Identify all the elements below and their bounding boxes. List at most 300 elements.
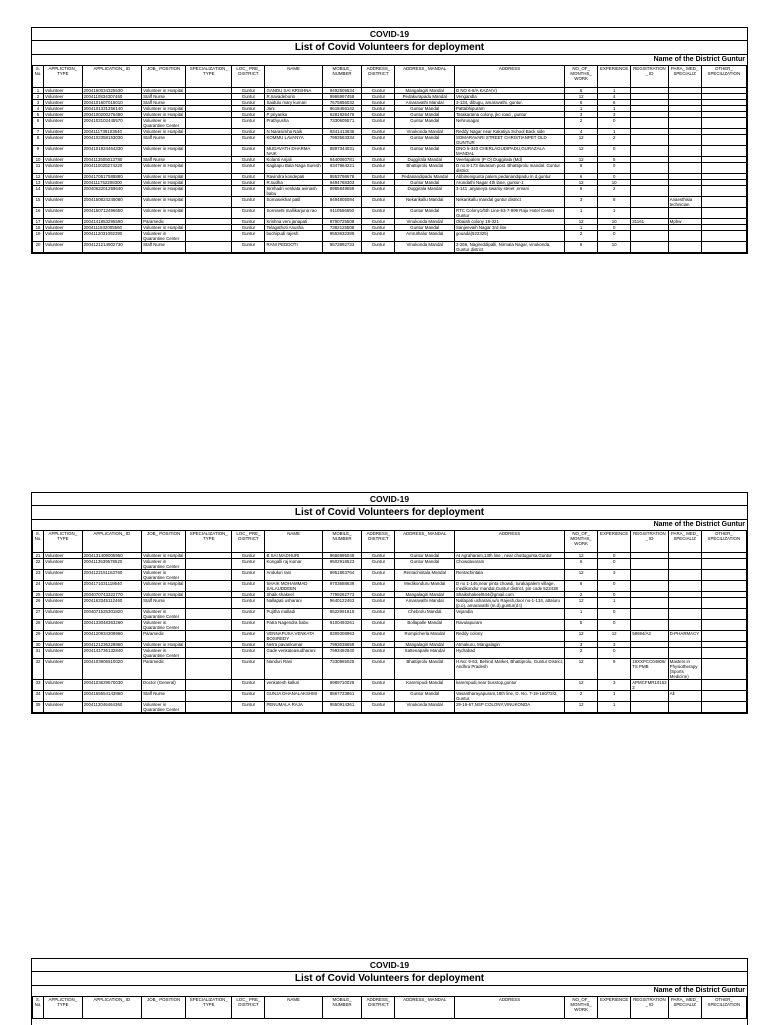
- cell-job-position: Volunteer in Hospital: [142, 146, 186, 157]
- cell-para-med-specialization: [668, 680, 701, 691]
- cell-sno: 33: [33, 680, 44, 691]
- cell-address: Tarakarama colony, jkc road , guntur: [454, 112, 564, 118]
- cell-application-type: Volunteer: [44, 659, 83, 680]
- cell-specialization-type: [186, 559, 232, 570]
- column-header-application-type: APPLICTION_ TYPE: [44, 66, 83, 88]
- column-header-address-district: ADDRESS_ DISTRICT: [362, 997, 395, 1019]
- cell-address-district: Guntur: [362, 231, 395, 242]
- cell-experience: 2: [598, 186, 631, 197]
- cell-address-district: Guntur: [362, 559, 395, 570]
- cell-specialization-type: [186, 186, 232, 197]
- cell-address-mandal: Mangalagiri Mandal: [395, 592, 455, 598]
- cell-para-med-specialization: [668, 559, 701, 570]
- cell-application-id: 2004103629570030: [82, 680, 142, 691]
- cell-mobile-number: 7330605571: [322, 118, 362, 129]
- cell-months-work: 12: [565, 180, 598, 186]
- cell-experience: 0: [598, 559, 631, 570]
- volunteer-table: [32, 996, 747, 1019]
- cell-registration-id: 31161: [631, 219, 668, 225]
- cell-specialization-type: [186, 118, 232, 129]
- cell-experience: 10: [598, 219, 631, 225]
- cell-registration-id: 58694/A2: [631, 631, 668, 642]
- cell-application-type: Volunteer: [44, 106, 83, 112]
- cell-mobile-number: 9502918523: [322, 559, 362, 570]
- cell-application-type: Volunteer: [44, 94, 83, 100]
- cell-job-position: Volunteer in Hospital: [142, 112, 186, 118]
- cell-experience: 4: [598, 94, 631, 100]
- cell-para-med-specialization: [668, 702, 701, 713]
- cell-registration-id: [631, 598, 668, 609]
- cell-address-district: Guntur: [362, 225, 395, 231]
- cell-loc-pre-district: Guntur: [232, 225, 265, 231]
- cell-sno: 22: [33, 559, 44, 570]
- cell-registration-id: [631, 691, 668, 702]
- column-header-para-med-specialization: PARA_ MED_ SPECIALIZ: [668, 531, 701, 553]
- cell-mobile-number: 9553798678: [322, 174, 362, 180]
- cell-registration-id: [631, 570, 668, 581]
- cell-address-mandal: Guntur Mandal: [395, 180, 455, 186]
- cell-address-mandal: Chebrolu Mandal: [395, 609, 455, 620]
- cell-other-specialization: [701, 581, 746, 592]
- cell-address: Vejandla: [454, 609, 564, 620]
- sheet-3: [31, 958, 748, 1025]
- cell-mobile-number: 6281926476: [322, 112, 362, 118]
- cell-address-district: Guntur: [362, 609, 395, 620]
- table-row: [33, 581, 747, 592]
- cell-name: Prathyusha: [265, 118, 322, 129]
- cell-address-mandal: Guntur Mandal: [395, 146, 455, 157]
- cell-job-position: Volunteer in Hospital: [142, 553, 186, 559]
- cell-other-specialization: [701, 620, 746, 631]
- cell-experience: 3: [598, 570, 631, 581]
- cell-para-med-specialization: [668, 118, 701, 129]
- cell-mobile-number: 9618456142: [322, 106, 362, 112]
- column-header-other-specialization: OTHER_ SPECILIZATION: [701, 997, 746, 1019]
- cell-address-district: Guntur: [362, 157, 395, 163]
- column-header-job-position: JOB_ POSITION: [142, 66, 186, 88]
- cell-months-work: 1: [565, 106, 598, 112]
- cell-application-type: Volunteer: [44, 592, 83, 598]
- cell-sno: 23: [33, 570, 44, 581]
- cell-application-type: Volunteer: [44, 691, 83, 702]
- cell-application-id: 2004070743322770: [82, 592, 142, 598]
- cell-mobile-number: 9989710026: [322, 680, 362, 691]
- table-row: [33, 208, 747, 219]
- table-row: [33, 197, 747, 208]
- cell-application-type: Volunteer: [44, 598, 83, 609]
- cell-sno: 15: [33, 197, 44, 208]
- cell-experience: 0: [598, 146, 631, 157]
- column-header-loc-pre-district: LOC_ PRE_ DISTRICT: [232, 531, 265, 553]
- table-row: [33, 702, 747, 713]
- cell-job-position: Volunteer in Quarantine Center: [142, 231, 186, 242]
- column-header-months-work: NO_OF_ MONTHS_ WORK: [565, 997, 598, 1019]
- cell-address-district: Guntur: [362, 598, 395, 609]
- cell-mobile-number: 9640122463: [322, 598, 362, 609]
- cell-application-id: 2004103906510020: [82, 659, 142, 680]
- table-row: [33, 648, 747, 659]
- cell-address-district: Guntur: [362, 146, 395, 157]
- cell-application-type: Volunteer: [44, 242, 83, 253]
- cell-application-id: 2004113505013780: [82, 157, 142, 163]
- cell-para-med-specialization: [668, 163, 701, 174]
- table-row: [33, 570, 747, 581]
- cell-address-mandal: Vinukonda Mandal: [395, 242, 455, 253]
- cell-experience: 0: [598, 592, 631, 598]
- cell-address-district: Guntur: [362, 174, 395, 180]
- cell-months-work: 12: [565, 631, 598, 642]
- sheet-1: [31, 27, 748, 254]
- cell-experience: 3: [598, 680, 631, 691]
- cell-months-work: 2: [565, 231, 598, 242]
- cell-months-work: 1: [565, 609, 598, 620]
- cell-name: Patra Nagendra babu: [265, 620, 322, 631]
- cell-experience: 2: [598, 135, 631, 146]
- cell-application-type: Volunteer: [44, 225, 83, 231]
- volunteer-table: [32, 65, 747, 253]
- table-row: [33, 631, 747, 642]
- cell-job-position: Paramedic: [142, 219, 186, 225]
- cell-job-position: Staff Nurse: [142, 242, 186, 253]
- cell-mobile-number: 9985849659: [322, 186, 362, 197]
- cell-application-type: Volunteer: [44, 642, 83, 648]
- column-header-address-mandal: ADDRESS_ MANDAL: [395, 66, 455, 88]
- cell-name: Kongalli raj kumar: [265, 559, 322, 570]
- table-row: [33, 231, 747, 242]
- cell-address: Chowdavaram: [454, 559, 564, 570]
- column-header-other-specialization: OTHER_ SPECILIZATION: [701, 66, 746, 88]
- cell-name: Jani: [265, 106, 322, 112]
- column-header-address: ADDRESS: [454, 66, 564, 88]
- cell-sno: 12: [33, 174, 44, 180]
- column-header-job-position: JOB_ POSITION: [142, 531, 186, 553]
- cell-sno: 30: [33, 642, 44, 648]
- cell-address-district: Guntur: [362, 570, 395, 581]
- cell-address-mandal: Sattenapalle Mandal: [395, 648, 455, 659]
- cell-address-mandal: Guntur Mandal: [395, 135, 455, 146]
- cell-application-id: 2004111532005560: [82, 225, 142, 231]
- cell-mobile-number: 8897344031: [322, 146, 362, 157]
- cell-months-work: 12: [565, 94, 598, 100]
- cell-address-district: Guntur: [362, 112, 395, 118]
- cell-application-id: 2004150824245080: [82, 197, 142, 208]
- cell-sno: 28: [33, 620, 44, 631]
- column-header-address-district: ADDRESS_ DISTRICT: [362, 531, 395, 553]
- cell-mobile-number: 9492505534: [322, 88, 362, 94]
- sheet-subtitle: List of Covid Volunteers for deployment: [32, 972, 747, 986]
- cell-loc-pre-district: Guntur: [232, 231, 265, 242]
- cell-job-position: Volunteer in Hospital: [142, 88, 186, 94]
- cell-loc-pre-district: Guntur: [232, 146, 265, 157]
- column-header-loc-pre-district: LOC_ PRE_ DISTRICT: [232, 997, 265, 1019]
- cell-loc-pre-district: Guntur: [232, 157, 265, 163]
- column-header-application-type: APPLICTION_ TYPE: [44, 997, 83, 1019]
- cell-address: Abbinenigunta palem,pedanandipadu m d,guntur: [454, 174, 564, 180]
- cell-other-specialization: [701, 659, 746, 680]
- cell-mobile-number: 9553632389: [322, 231, 362, 242]
- cell-sno: 24: [33, 581, 44, 592]
- cell-application-id: 2004102358153030: [82, 135, 142, 146]
- cell-experience: 6: [598, 100, 631, 106]
- cell-experience: 1: [598, 106, 631, 112]
- cell-address-mandal: Guntur Mandal: [395, 106, 455, 112]
- cell-mobile-number: 9966997458: [322, 94, 362, 100]
- cell-mobile-number: 9494805084: [322, 197, 362, 208]
- cell-experience: 1: [598, 702, 631, 713]
- cell-address-district: Guntur: [362, 553, 395, 559]
- cell-months-work: 12: [565, 219, 598, 225]
- cell-application-type: Volunteer: [44, 88, 83, 94]
- cell-name: Ravindra kondepati: [265, 174, 322, 180]
- cell-address-district: Guntur: [362, 197, 395, 208]
- cell-name: SHAIK MOHAMMAD SALAUDDEEN: [265, 581, 322, 592]
- cell-specialization-type: [186, 598, 232, 609]
- cell-mobile-number: 9110556650: [322, 208, 362, 219]
- cell-sno: 3: [33, 100, 44, 106]
- cell-loc-pre-district: Guntur: [232, 180, 265, 186]
- cell-para-med-specialization: Masters in Physiotherapy (Sports Medicine): [668, 659, 701, 680]
- cell-application-type: Volunteer: [44, 129, 83, 135]
- cell-address: Shaikshakeel944@gmail.com: [454, 592, 564, 598]
- cell-other-specialization: [701, 208, 746, 219]
- cell-address-mandal: Rentachintala Mandal: [395, 570, 455, 581]
- cell-registration-id: [631, 702, 668, 713]
- cell-experience: 0: [598, 163, 631, 174]
- cell-job-position: Paramedic: [142, 659, 186, 680]
- cell-job-position: Volunteer in Quarantine Center: [142, 609, 186, 620]
- cell-name: Nanduri Rani: [265, 659, 322, 680]
- cell-address: Pattabhipuram: [454, 106, 564, 112]
- cell-specialization-type: [186, 680, 232, 691]
- cell-para-med-specialization: [668, 186, 701, 197]
- cell-job-position: Volunteer in Hospital: [142, 129, 186, 135]
- cell-experience: 3: [598, 642, 631, 648]
- cell-name: Shaik shakeel: [265, 592, 322, 598]
- cell-application-id: 2004165554143860: [82, 691, 142, 702]
- cell-para-med-specialization: [668, 208, 701, 219]
- cell-address-mandal: Mangalagiri Mandal: [395, 642, 455, 648]
- cell-address: At Agraharam,13th line , near chuttugunta,Guntur: [454, 553, 564, 559]
- cell-experience: 1: [598, 598, 631, 609]
- cell-sno: 29: [33, 631, 44, 642]
- table-row: [33, 118, 747, 129]
- cell-job-position: Volunteer in Hospital: [142, 163, 186, 174]
- cell-application-type: Volunteer: [44, 553, 83, 559]
- cell-name: N Narasimha Naik: [265, 129, 322, 135]
- cell-other-specialization: [701, 648, 746, 659]
- sheet-subtitle: List of Covid Volunteers for deployment: [32, 41, 747, 55]
- cell-loc-pre-district: Guntur: [232, 208, 265, 219]
- cell-address: D NO 6-8/A KAZA(V): [454, 88, 564, 94]
- cell-job-position: Volunteer in Hospital: [142, 642, 186, 648]
- cell-application-id: 2004133048363260: [82, 620, 142, 631]
- cell-mobile-number: 7330965025: [322, 659, 362, 680]
- cell-address-mandal: Bhattiprolu Mandal: [395, 163, 455, 174]
- cell-application-id: 2004113046464360: [82, 702, 142, 713]
- cell-para-med-specialization: D-PHARMACY: [668, 631, 701, 642]
- cell-name: Nallapati usharani: [265, 598, 322, 609]
- cell-application-id: 2004110834307460: [82, 94, 142, 100]
- cell-address-district: Guntur: [362, 100, 395, 106]
- cell-address-district: Guntur: [362, 118, 395, 129]
- cell-loc-pre-district: Guntur: [232, 680, 265, 691]
- table-row: [33, 659, 747, 680]
- cell-registration-id: [631, 163, 668, 174]
- cell-sno: 31: [33, 648, 44, 659]
- cell-mobile-number: 8309308963: [322, 631, 362, 642]
- cell-application-id: 2004101924464330: [82, 146, 142, 157]
- cell-application-id: 2004160034325530: [82, 88, 142, 94]
- cell-registration-id: [631, 146, 668, 157]
- column-header-job-position: JOB_ POSITION: [142, 997, 186, 1019]
- cell-address: Nekarikallu mandal guntur district: [454, 197, 564, 208]
- cell-sno: 6: [33, 118, 44, 129]
- header-row: [33, 531, 747, 553]
- cell-loc-pre-district: Guntur: [232, 581, 265, 592]
- column-header-specialization-type: SPECIALIZATION_ TYPE: [186, 531, 232, 553]
- cell-address: Atmakuru, Mangalagiri: [454, 642, 564, 648]
- cell-address-district: Guntur: [362, 180, 395, 186]
- cell-loc-pre-district: Guntur: [232, 94, 265, 100]
- cell-name: B SAI MADHURI: [265, 553, 322, 559]
- cell-other-specialization: [701, 631, 746, 642]
- table-row: [33, 598, 747, 609]
- cell-address-mandal: Amaravathi Mandal: [395, 598, 455, 609]
- sheet-title: COVID-19: [32, 28, 747, 41]
- cell-experience: 1: [598, 129, 631, 135]
- cell-months-work: 1: [565, 208, 598, 219]
- cell-job-position: Volunteer in Hospital: [142, 174, 186, 180]
- cell-months-work: 4: [565, 129, 598, 135]
- cell-other-specialization: [701, 691, 746, 702]
- cell-job-position: Volunteer in Quarantine Center: [142, 118, 186, 129]
- cell-para-med-specialization: [668, 609, 701, 620]
- table-row: [33, 691, 747, 702]
- cell-job-position: Volunteer in Hospital: [142, 186, 186, 197]
- cell-application-type: Volunteer: [44, 186, 83, 197]
- cell-address-district: Guntur: [362, 208, 395, 219]
- cell-address-district: Guntur: [362, 631, 395, 642]
- cell-application-id: 2004062201259640: [82, 186, 142, 197]
- cell-job-position: Staff Nurse: [142, 135, 186, 146]
- cell-loc-pre-district: Guntur: [232, 100, 265, 106]
- cell-job-position: Volunteer in Quarantine Center: [142, 702, 186, 713]
- cell-address-district: Guntur: [362, 186, 395, 197]
- cell-name: P priyanka: [265, 112, 322, 118]
- cell-registration-id: [631, 231, 668, 242]
- cell-loc-pre-district: Guntur: [232, 609, 265, 620]
- cell-address: D no 1-146,near pinta chowdi, turakapalem village, medikondur mandal,Guntur district, pin code 522438: [454, 581, 564, 592]
- cell-para-med-specialization: All: [668, 691, 701, 702]
- cell-application-type: Volunteer: [44, 570, 83, 581]
- cell-address-district: Guntur: [362, 620, 395, 631]
- column-header-para-med-specialization: PARA_ MED_ SPECIALIZ: [668, 66, 701, 88]
- cell-other-specialization: [701, 598, 746, 609]
- cell-name: GUNJA DHANALAKSHMI: [265, 691, 322, 702]
- cell-experience: 3: [598, 112, 631, 118]
- cell-sno: 8: [33, 135, 44, 146]
- cell-experience: 0: [598, 553, 631, 559]
- cell-months-work: 12: [565, 157, 598, 163]
- cell-para-med-specialization: [668, 648, 701, 659]
- cell-para-med-specialization: [668, 581, 701, 592]
- cell-application-type: Volunteer: [44, 631, 83, 642]
- cell-job-position: Volunteer in Quarantine Center: [142, 570, 186, 581]
- cell-other-specialization: [701, 702, 746, 713]
- cell-sno: 35: [33, 702, 44, 713]
- cell-application-type: Volunteer: [44, 609, 83, 620]
- column-header-name: NAME: [265, 531, 322, 553]
- cell-loc-pre-district: Guntur: [232, 112, 265, 118]
- cell-months-work: 6: [565, 242, 598, 253]
- cell-specialization-type: [186, 659, 232, 680]
- cell-sno: 2: [33, 94, 44, 100]
- cell-other-specialization: [701, 242, 746, 253]
- cell-sno: 25: [33, 592, 44, 598]
- cell-address-mandal: Guntur Mandal: [395, 112, 455, 118]
- cell-para-med-specialization: [668, 135, 701, 146]
- cell-experience: 0: [598, 118, 631, 129]
- column-header-address: ADDRESS: [454, 997, 564, 1019]
- cell-name: Somasekhar patil: [265, 197, 322, 208]
- cell-months-work: 3: [565, 112, 598, 118]
- cell-address-mandal: Guntur Mandal: [395, 208, 455, 219]
- cell-loc-pre-district: Guntur: [232, 135, 265, 146]
- cell-job-position: Volunteer in Hospital: [142, 581, 186, 592]
- cell-months-work: 12: [565, 659, 598, 680]
- cell-sno: 9: [33, 146, 44, 157]
- cell-name: Pujitha malladi: [265, 609, 322, 620]
- cell-registration-id: [631, 197, 668, 208]
- cell-name: Telagathoti Anusha: [265, 225, 322, 231]
- cell-application-id: 2004101607016010: [82, 100, 142, 106]
- cell-job-position: Doctor (General): [142, 680, 186, 691]
- cell-months-work: 6: [565, 88, 598, 94]
- cell-months-work: 2: [565, 118, 598, 129]
- cell-application-type: Volunteer: [44, 163, 83, 174]
- cell-experience: 0: [598, 581, 631, 592]
- cell-address-mandal: Nekarikallu Mandal: [395, 197, 455, 208]
- cell-application-id: 2004110025274220: [82, 163, 142, 174]
- cell-loc-pre-district: Guntur: [232, 659, 265, 680]
- cell-address: Nehrunagar: [454, 118, 564, 129]
- cell-application-type: Volunteer: [44, 146, 83, 157]
- cell-months-work: 2: [565, 691, 598, 702]
- column-header-mobile-number: MOBILE_ NUMBER: [322, 997, 362, 1019]
- cell-application-id: 2004131409005950: [82, 553, 142, 559]
- cell-application-type: Volunteer: [44, 702, 83, 713]
- cell-address: Obaiah colony 19-321: [454, 219, 564, 225]
- cell-application-type: Volunteer: [44, 157, 83, 163]
- cell-para-med-specialization: Mphw: [668, 219, 701, 225]
- cell-loc-pre-district: Guntur: [232, 702, 265, 713]
- column-header-address-mandal: ADDRESS_ MANDAL: [395, 531, 455, 553]
- column-header-other-specialization: OTHER_ SPECILIZATION: [701, 531, 746, 553]
- cell-experience: 5: [598, 157, 631, 163]
- cell-registration-id: APMCFMR101532: [632, 680, 667, 690]
- cell-sno: 14: [33, 186, 44, 197]
- cell-address-mandal: Mangalagiri Mandal: [395, 88, 455, 94]
- sheet-subtitle: List of Covid Volunteers for deployment: [32, 506, 747, 520]
- cell-specialization-type: [186, 620, 232, 631]
- cell-name: buchipudi rajesh: [265, 231, 322, 242]
- cell-months-work: 12: [565, 598, 598, 609]
- cell-job-position: Volunteer in Hospital: [142, 197, 186, 208]
- cell-job-position: Staff Nurse: [142, 157, 186, 163]
- cell-months-work: 6: [565, 559, 598, 570]
- cell-sno: 11: [33, 163, 44, 174]
- cell-address-mandal: Bollapalle Mandal: [395, 620, 455, 631]
